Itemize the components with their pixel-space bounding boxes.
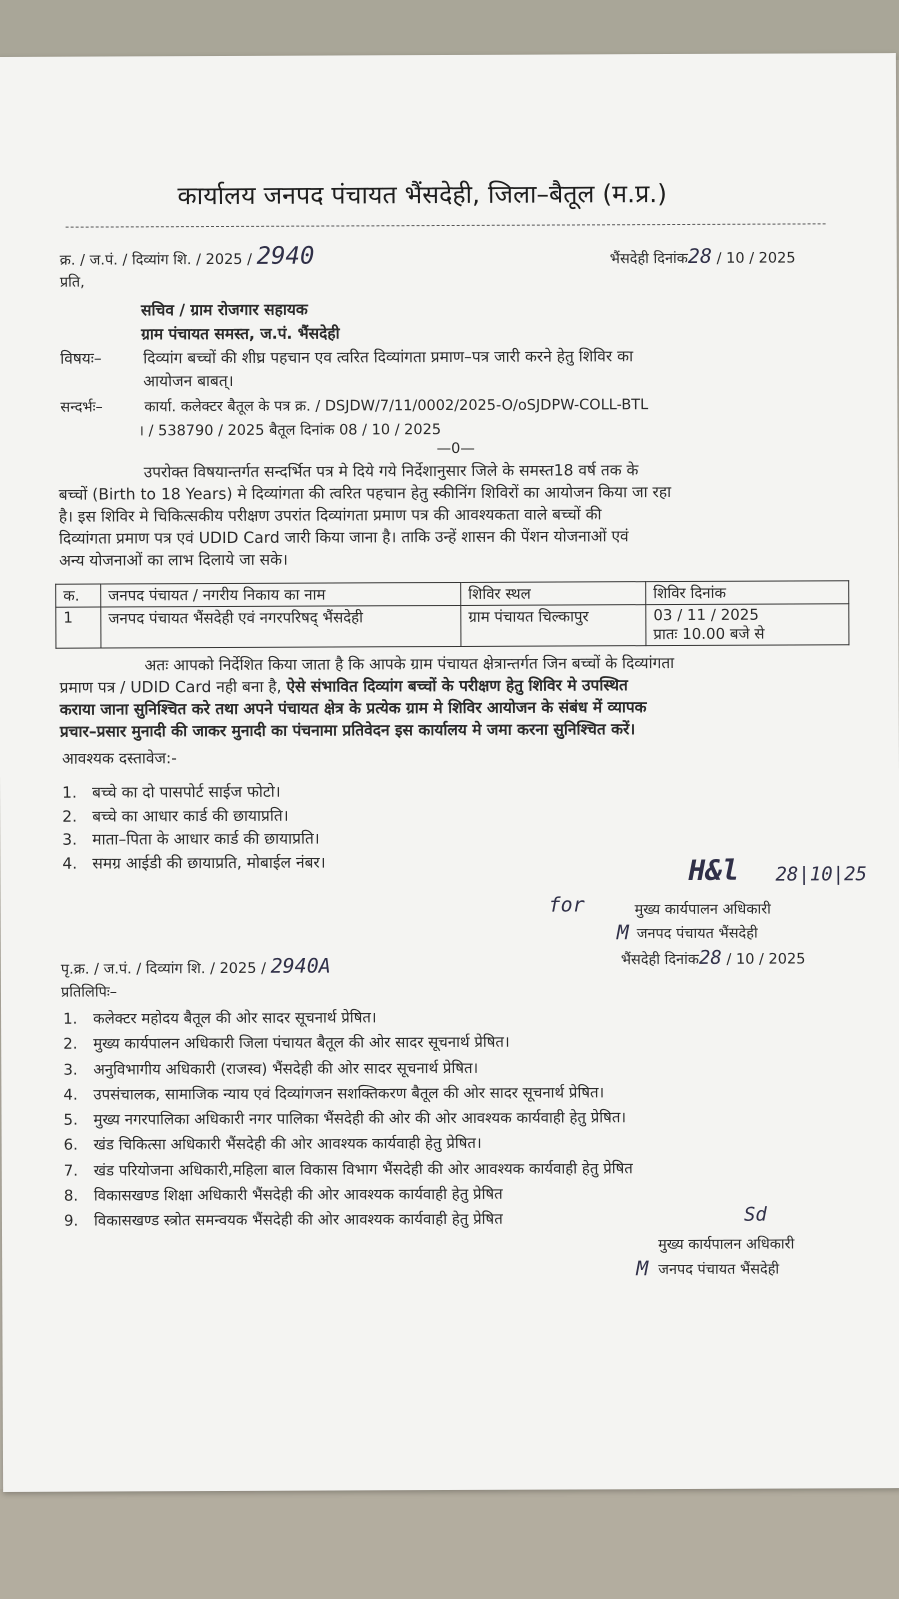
signature-date: भैंसदेही दिनांक28 / 10 / 2025	[620, 946, 806, 969]
body-paragraph-1	[59, 458, 849, 571]
list-item: 8. विकासखण्ड शिक्षा अधिकारी भैंसदेही की ओर आवश्यक कार्यवाही हेतु प्रेषित	[63, 1184, 503, 1205]
letter-ref-prefix: क्र. / ज.पं. / दिव्यांग शि. / 2025 /	[59, 251, 253, 269]
copy-ref	[61, 954, 331, 979]
to-label: प्रति,	[59, 274, 85, 291]
camp-date: 03 / 11 / 2025	[653, 605, 759, 625]
handwritten-sign-date: 28|10|25	[775, 863, 868, 886]
list-item: 6. खंड चिकित्सा अधिकारी भैंसदेही की ओर आवश्यक कार्यवाही हेतु प्रेषित।	[63, 1134, 482, 1155]
table-header-cell: शिविर दिनांक	[646, 581, 849, 605]
table-header-cell: शिविर स्थल	[461, 582, 646, 606]
letter-date-day: 28	[687, 243, 713, 268]
body-p1-line: अन्य योजनाओं का लाभ दिलाये जा सके।	[59, 550, 288, 570]
signatory-designation: मुख्य कार्यपालन अधिकारी	[634, 901, 771, 919]
table-header-cell: जनपद पंचायत / नगरीय निकाय का नाम	[101, 582, 461, 607]
letter-date-rest: / 10 / 2025	[716, 250, 796, 267]
list-item: 4. उपसंचालक, सामाजिक न्याय एवं दिव्यांगजन सशक्तिकरण बैतूल की ओर सादर सूचनार्थ प्रेषित।	[63, 1083, 605, 1104]
list-item: 9. विकासखण्ड स्त्रोत समन्वयक भैंसदेही की ओर आवश्यक कार्यवाही हेतु प्रेषित	[63, 1210, 503, 1231]
letter-date-prefix: भैंसदेही दिनांक	[609, 250, 688, 268]
body-p2-line: कराया जाना सुनिश्चित करे तथा अपने पंचायत क्षेत्र के प्रत्येक ग्राम मे शिविर आयोजन के संबंध में व्यापक	[59, 698, 647, 719]
table-row	[56, 604, 849, 648]
copy-ref-prefix: पृ.क्र. / ज.पं. / दिव्यांग शि. / 2025 /	[60, 960, 266, 978]
table-header-row	[56, 581, 849, 607]
title-divider	[66, 223, 826, 227]
body-p2-line: अतः आपको निर्देशित किया जाता है कि आपके ग्राम पंचायत क्षेत्रान्तर्गत जिन बच्चों के दिव्यांगता	[144, 654, 675, 675]
letter-ref-number: 2940	[256, 241, 315, 270]
handwritten-initial-2: M	[636, 1256, 649, 1281]
body-p1-line: उपरोक्त विषयान्तर्गत सन्दर्भित पत्र मे दिये गये निर्देशानुसार जिले के समस्त18 वर्ष तक के	[143, 461, 639, 482]
body-p1-line: है। इस शिविर मे चिकित्सकीय परीक्षण उपरांत दिव्यांगता प्रमाण पत्र की आवश्यकता वाले बच्चों की	[58, 505, 602, 526]
signatory-office: जनपद पंचायत भैंसदेही	[636, 925, 758, 943]
recipient-line-1: सचिव / ग्राम रोजगार सहायक	[140, 300, 308, 320]
table-cell-sno: 1	[56, 607, 101, 648]
signature-date-day: 28	[698, 946, 722, 969]
list-item: 2. बच्चे का आधार कार्ड की छायाप्रति।	[62, 806, 289, 826]
table-cell-place: ग्राम पंचायत चिल्कापुर	[461, 605, 646, 647]
copy-ref-number: 2940A	[270, 953, 331, 978]
body-paragraph-2	[59, 651, 849, 742]
body-p1-line: दिव्यांगता प्रमाण पत्र एवं UDID Card जारी किया जाना है। ताकि उन्हें शासन की पेंशन योजनाओं एवं	[58, 527, 629, 548]
list-item: 2. मुख्य कार्यपालन अधिकारी जिला पंचायत बैतूल की ओर सादर सूचनार्थ प्रेषित।	[63, 1033, 510, 1053]
background-top	[0, 0, 899, 60]
background-bottom	[0, 1489, 899, 1599]
subject-line-2: आयोजन बाबत्।	[143, 371, 234, 391]
list-item: 7. खंड परियोजना अधिकारी,महिला बाल विकास विभाग भैंसदेही की ओर आवश्यक कार्यवाही हेतु प्रेषित	[63, 1158, 633, 1180]
signatory-designation-2: मुख्य कार्यपालन अधिकारी	[658, 1236, 795, 1254]
letter-ref	[60, 242, 315, 271]
table-cell-name: जनपद पंचायत भैंसदेही एवं नगरपरिषद् भैंसदेही	[101, 605, 461, 648]
copies-list	[63, 1004, 633, 1234]
letter-page	[0, 53, 899, 1492]
list-item: 3. माता–पिता के आधार कार्ड की छायाप्रति।	[62, 829, 320, 849]
list-item: 4. समग्र आईडी की छायाप्रति, मोबाईल नंबर।	[62, 853, 326, 873]
camp-table	[55, 580, 849, 648]
body-p2-normal: प्रमाण पत्र / UDID Card नही बना है,	[59, 677, 282, 697]
reference-label: सन्दर्भः–	[60, 399, 103, 416]
copies-label: प्रतिलिपिः–	[60, 984, 118, 1001]
body-p1-line: बच्चों (Birth to 18 Years) मे दिव्यांगता की त्वरित पहचान हेतु स्कीनिंग शिविरों का आयोजन किया जा रहा	[58, 483, 672, 504]
list-item: 1. बच्चे का दो पासपोर्ट साईज फोटो।	[62, 782, 281, 802]
office-title: कार्यालय जनपद पंचायत भैंसदेही, जिला–बैतूल (म.प्र.)	[177, 179, 668, 211]
body-p2-bold: ऐसे संभावित दिव्यांग बच्चों के परीक्षण हेतु शिविर मे उपस्थित	[286, 676, 628, 696]
table-header-cell: क.	[56, 584, 101, 607]
list-item: 1. कलेक्टर महोदय बैतूल की ओर सादर सूचनार्थ प्रेषित।	[63, 1008, 377, 1028]
signatory-office-2: जनपद पंचायत भैंसदेही	[658, 1261, 780, 1279]
separator: —0—	[436, 440, 475, 458]
subject-label: विषयः–	[60, 349, 102, 368]
subject-line-1: दिव्यांग बच्चों की शीघ्र पहचान एव त्वरित दिव्यांगता प्रमाण–पत्र जारी करने हेतु शिविर का	[143, 347, 634, 368]
handwritten-initial: M	[616, 920, 629, 945]
table-cell-date	[646, 604, 849, 646]
body-p2-line: प्रचार–प्रसार मुनादी की जाकर मुनादी का पंचनामा प्रतिवेदन इस कार्यालय मे जमा करना सुनिश्चित करें।	[59, 720, 636, 741]
handwritten-signature: H&l	[688, 853, 740, 887]
list-item: 3. अनुविभागीय अधिकारी (राजस्व) भैंसदेही की ओर सादर सूचनार्थ प्रेषित।	[63, 1058, 479, 1079]
handwritten-sd: Sd	[743, 1203, 767, 1226]
list-item: 5. मुख्य नगरपालिका अधिकारी नगर पालिका भैंसदेही की ओर की ओर आवश्यक कार्यवाही हेतु प्रेषित।	[63, 1108, 627, 1129]
reference-line-1: कार्या. कलेक्टर बैतूल के पत्र क्र. / DSJDW/7/11/0002/2025-O/oSJDPW-COLL-BTL	[144, 397, 649, 416]
camp-time: प्रातः 10.00 बजे से	[653, 624, 765, 644]
recipient-line-2: ग्राम पंचायत समस्त, ज.पं. भैंसदेही	[141, 324, 340, 344]
documents-list	[62, 781, 326, 876]
letter-date	[610, 243, 796, 268]
reference-line-2: । / 538790 / 2025 बैतूल दिनांक 08 / 10 / 2025	[138, 422, 442, 440]
documents-heading: आवश्यक दस्तावेज:-	[61, 749, 177, 768]
handwritten-for: for	[548, 892, 585, 917]
